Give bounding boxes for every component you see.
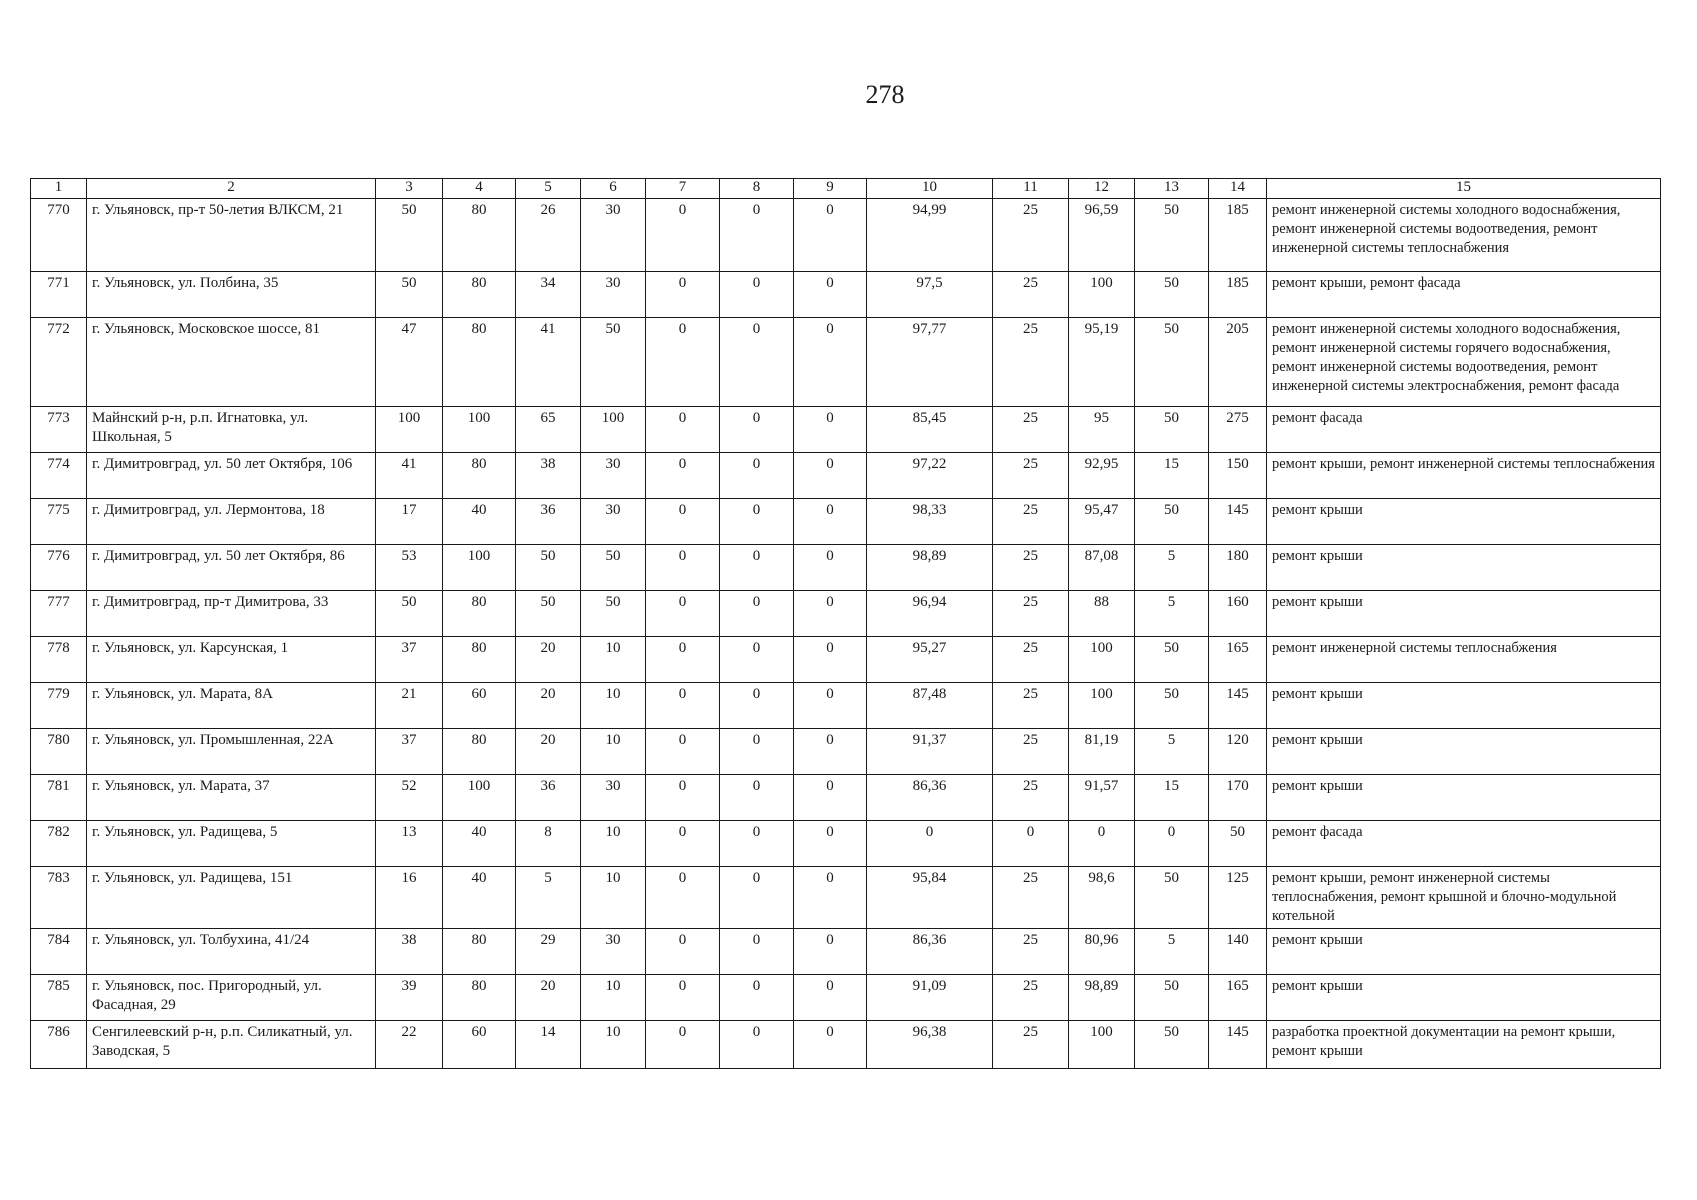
value-cell: 50 — [376, 199, 443, 272]
value-cell: 0 — [794, 975, 867, 1021]
value-cell: 100 — [443, 407, 516, 453]
value-cell: 86,36 — [867, 929, 993, 975]
value-cell: 36 — [516, 775, 581, 821]
works-cell: ремонт крыши — [1267, 545, 1661, 591]
row-number-cell: 783 — [31, 867, 87, 929]
value-cell: 37 — [376, 729, 443, 775]
value-cell: 95,84 — [867, 867, 993, 929]
value-cell: 120 — [1209, 729, 1267, 775]
column-header: 6 — [581, 179, 646, 199]
works-cell: ремонт крыши — [1267, 683, 1661, 729]
value-cell: 39 — [376, 975, 443, 1021]
value-cell: 80 — [443, 929, 516, 975]
value-cell: 0 — [646, 821, 720, 867]
value-cell: 38 — [376, 929, 443, 975]
value-cell: 100 — [1069, 1021, 1135, 1069]
works-cell: ремонт фасада — [1267, 821, 1661, 867]
column-header: 15 — [1267, 179, 1661, 199]
row-number-cell: 773 — [31, 407, 87, 453]
value-cell: 60 — [443, 683, 516, 729]
value-cell: 97,22 — [867, 453, 993, 499]
value-cell: 25 — [993, 199, 1069, 272]
address-cell: г. Ульяновск, ул. Марата, 8А — [87, 683, 376, 729]
value-cell: 20 — [516, 683, 581, 729]
value-cell: 0 — [794, 199, 867, 272]
value-cell: 65 — [516, 407, 581, 453]
value-cell: 0 — [993, 821, 1069, 867]
column-header: 5 — [516, 179, 581, 199]
value-cell: 38 — [516, 453, 581, 499]
value-cell: 0 — [720, 199, 794, 272]
value-cell: 96,94 — [867, 591, 993, 637]
value-cell: 50 — [1209, 821, 1267, 867]
row-number-cell: 782 — [31, 821, 87, 867]
works-cell: ремонт крыши — [1267, 591, 1661, 637]
header-row — [31, 179, 1661, 199]
value-cell: 50 — [376, 272, 443, 318]
row-number-cell: 776 — [31, 545, 87, 591]
value-cell: 20 — [516, 729, 581, 775]
table-row — [31, 683, 1661, 729]
value-cell: 0 — [720, 929, 794, 975]
works-cell: ремонт крыши — [1267, 729, 1661, 775]
works-cell: ремонт крыши, ремонт фасада — [1267, 272, 1661, 318]
value-cell: 25 — [993, 499, 1069, 545]
value-cell: 0 — [646, 975, 720, 1021]
value-cell: 52 — [376, 775, 443, 821]
row-number-cell: 785 — [31, 975, 87, 1021]
table-row — [31, 821, 1661, 867]
value-cell: 0 — [646, 867, 720, 929]
value-cell: 50 — [1135, 272, 1209, 318]
value-cell: 80 — [443, 975, 516, 1021]
value-cell: 25 — [993, 729, 1069, 775]
value-cell: 5 — [1135, 591, 1209, 637]
value-cell: 50 — [1135, 499, 1209, 545]
value-cell: 0 — [720, 272, 794, 318]
value-cell: 150 — [1209, 453, 1267, 499]
value-cell: 37 — [376, 637, 443, 683]
value-cell: 53 — [376, 545, 443, 591]
value-cell: 10 — [581, 729, 646, 775]
value-cell: 10 — [581, 867, 646, 929]
value-cell: 10 — [581, 637, 646, 683]
value-cell: 0 — [720, 975, 794, 1021]
value-cell: 41 — [376, 453, 443, 499]
value-cell: 0 — [720, 867, 794, 929]
value-cell: 95,47 — [1069, 499, 1135, 545]
value-cell: 0 — [794, 591, 867, 637]
column-header: 3 — [376, 179, 443, 199]
value-cell: 47 — [376, 318, 443, 407]
row-number-cell: 774 — [31, 453, 87, 499]
value-cell: 25 — [993, 318, 1069, 407]
row-number-cell: 777 — [31, 591, 87, 637]
value-cell: 25 — [993, 1021, 1069, 1069]
value-cell: 0 — [794, 407, 867, 453]
row-number-cell: 779 — [31, 683, 87, 729]
works-cell: ремонт крыши, ремонт инженерной системы теплоснабжения, ремонт крышной и блочно-модульной котельной — [1267, 867, 1661, 929]
value-cell: 30 — [581, 929, 646, 975]
value-cell: 91,09 — [867, 975, 993, 1021]
address-cell: г. Ульяновск, пос. Пригородный, ул. Фасадная, 29 — [87, 975, 376, 1021]
value-cell: 100 — [443, 545, 516, 591]
row-number-cell: 786 — [31, 1021, 87, 1069]
value-cell: 185 — [1209, 272, 1267, 318]
value-cell: 0 — [1135, 821, 1209, 867]
value-cell: 275 — [1209, 407, 1267, 453]
address-cell: г. Ульяновск, ул. Карсунская, 1 — [87, 637, 376, 683]
value-cell: 0 — [720, 318, 794, 407]
table-row — [31, 453, 1661, 499]
value-cell: 100 — [1069, 272, 1135, 318]
value-cell: 86,36 — [867, 775, 993, 821]
table-row — [31, 1021, 1661, 1069]
houses-table — [30, 178, 1661, 1069]
value-cell: 0 — [720, 591, 794, 637]
value-cell: 25 — [993, 775, 1069, 821]
value-cell: 80 — [443, 729, 516, 775]
value-cell: 205 — [1209, 318, 1267, 407]
value-cell: 60 — [443, 1021, 516, 1069]
value-cell: 25 — [993, 407, 1069, 453]
table-row — [31, 407, 1661, 453]
value-cell: 87,08 — [1069, 545, 1135, 591]
table-row — [31, 929, 1661, 975]
value-cell: 30 — [581, 199, 646, 272]
value-cell: 26 — [516, 199, 581, 272]
value-cell: 50 — [1135, 637, 1209, 683]
row-number-cell: 778 — [31, 637, 87, 683]
value-cell: 97,5 — [867, 272, 993, 318]
value-cell: 50 — [1135, 318, 1209, 407]
value-cell: 91,37 — [867, 729, 993, 775]
works-cell: ремонт инженерной системы холодного водоснабжения, ремонт инженерной системы водоотведения, ремонт инженерной системы теплоснабжения — [1267, 199, 1661, 272]
address-cell: г. Ульяновск, ул. Промышленная, 22А — [87, 729, 376, 775]
value-cell: 13 — [376, 821, 443, 867]
column-header: 14 — [1209, 179, 1267, 199]
value-cell: 10 — [581, 821, 646, 867]
value-cell: 50 — [1135, 867, 1209, 929]
address-cell: г. Ульяновск, ул. Полбина, 35 — [87, 272, 376, 318]
value-cell: 15 — [1135, 453, 1209, 499]
value-cell: 30 — [581, 453, 646, 499]
value-cell: 10 — [581, 975, 646, 1021]
value-cell: 10 — [581, 1021, 646, 1069]
value-cell: 25 — [993, 867, 1069, 929]
value-cell: 0 — [794, 318, 867, 407]
value-cell: 0 — [720, 637, 794, 683]
value-cell: 34 — [516, 272, 581, 318]
table-row — [31, 637, 1661, 683]
value-cell: 0 — [794, 637, 867, 683]
row-number-cell: 770 — [31, 199, 87, 272]
value-cell: 0 — [794, 499, 867, 545]
table-row — [31, 775, 1661, 821]
value-cell: 5 — [1135, 729, 1209, 775]
value-cell: 14 — [516, 1021, 581, 1069]
row-number-cell: 781 — [31, 775, 87, 821]
value-cell: 165 — [1209, 975, 1267, 1021]
value-cell: 80,96 — [1069, 929, 1135, 975]
value-cell: 125 — [1209, 867, 1267, 929]
column-header: 12 — [1069, 179, 1135, 199]
value-cell: 94,99 — [867, 199, 993, 272]
row-number-cell: 771 — [31, 272, 87, 318]
value-cell: 96,38 — [867, 1021, 993, 1069]
value-cell: 95,19 — [1069, 318, 1135, 407]
table-row — [31, 867, 1661, 929]
value-cell: 25 — [993, 929, 1069, 975]
value-cell: 0 — [646, 272, 720, 318]
works-cell: ремонт инженерной системы теплоснабжения — [1267, 637, 1661, 683]
value-cell: 87,48 — [867, 683, 993, 729]
value-cell: 0 — [720, 499, 794, 545]
value-cell: 50 — [376, 591, 443, 637]
value-cell: 40 — [443, 867, 516, 929]
value-cell: 25 — [993, 545, 1069, 591]
table-row — [31, 545, 1661, 591]
value-cell: 145 — [1209, 499, 1267, 545]
address-cell: г. Димитровград, ул. 50 лет Октября, 86 — [87, 545, 376, 591]
value-cell: 85,45 — [867, 407, 993, 453]
value-cell: 30 — [581, 272, 646, 318]
value-cell: 80 — [443, 199, 516, 272]
address-cell: г. Ульяновск, Московское шоссе, 81 — [87, 318, 376, 407]
works-cell: ремонт крыши — [1267, 499, 1661, 545]
value-cell: 100 — [1069, 637, 1135, 683]
value-cell: 0 — [794, 929, 867, 975]
works-cell: ремонт крыши — [1267, 975, 1661, 1021]
value-cell: 165 — [1209, 637, 1267, 683]
value-cell: 0 — [646, 1021, 720, 1069]
value-cell: 98,89 — [1069, 975, 1135, 1021]
page-number: 278 — [865, 80, 905, 109]
value-cell: 81,19 — [1069, 729, 1135, 775]
address-cell: г. Ульяновск, ул. Толбухина, 41/24 — [87, 929, 376, 975]
value-cell: 0 — [646, 499, 720, 545]
value-cell: 21 — [376, 683, 443, 729]
value-cell: 98,6 — [1069, 867, 1135, 929]
value-cell: 140 — [1209, 929, 1267, 975]
value-cell: 0 — [794, 272, 867, 318]
value-cell: 98,33 — [867, 499, 993, 545]
value-cell: 145 — [1209, 683, 1267, 729]
works-cell: разработка проектной документации на ремонт крыши, ремонт крыши — [1267, 1021, 1661, 1069]
value-cell: 96,59 — [1069, 199, 1135, 272]
value-cell: 25 — [993, 637, 1069, 683]
value-cell: 0 — [1069, 821, 1135, 867]
value-cell: 0 — [794, 867, 867, 929]
value-cell: 25 — [993, 975, 1069, 1021]
value-cell: 25 — [993, 453, 1069, 499]
value-cell: 0 — [646, 729, 720, 775]
row-number-cell: 784 — [31, 929, 87, 975]
value-cell: 0 — [646, 683, 720, 729]
value-cell: 8 — [516, 821, 581, 867]
value-cell: 22 — [376, 1021, 443, 1069]
value-cell: 17 — [376, 499, 443, 545]
value-cell: 50 — [516, 591, 581, 637]
value-cell: 170 — [1209, 775, 1267, 821]
address-cell: Майнский р-н, р.п. Игнатовка, ул. Школьная, 5 — [87, 407, 376, 453]
row-number-cell: 775 — [31, 499, 87, 545]
value-cell: 0 — [646, 637, 720, 683]
column-header: 2 — [87, 179, 376, 199]
value-cell: 0 — [720, 775, 794, 821]
value-cell: 40 — [443, 499, 516, 545]
value-cell: 0 — [646, 775, 720, 821]
table-row — [31, 318, 1661, 407]
address-cell: г. Димитровград, ул. Лермонтова, 18 — [87, 499, 376, 545]
value-cell: 80 — [443, 318, 516, 407]
value-cell: 5 — [1135, 929, 1209, 975]
value-cell: 50 — [1135, 683, 1209, 729]
value-cell: 80 — [443, 591, 516, 637]
value-cell: 0 — [646, 453, 720, 499]
value-cell: 50 — [1135, 407, 1209, 453]
value-cell: 92,95 — [1069, 453, 1135, 499]
value-cell: 0 — [646, 545, 720, 591]
address-cell: г. Ульяновск, пр-т 50-летия ВЛКСМ, 21 — [87, 199, 376, 272]
value-cell: 50 — [1135, 975, 1209, 1021]
value-cell: 0 — [646, 199, 720, 272]
value-cell: 98,89 — [867, 545, 993, 591]
value-cell: 97,77 — [867, 318, 993, 407]
value-cell: 20 — [516, 637, 581, 683]
address-cell: г. Ульяновск, ул. Марата, 37 — [87, 775, 376, 821]
table-row — [31, 199, 1661, 272]
value-cell: 29 — [516, 929, 581, 975]
value-cell: 100 — [443, 775, 516, 821]
value-cell: 0 — [794, 683, 867, 729]
value-cell: 0 — [720, 683, 794, 729]
value-cell: 100 — [1069, 683, 1135, 729]
value-cell: 0 — [646, 929, 720, 975]
value-cell: 0 — [646, 407, 720, 453]
works-cell: ремонт инженерной системы холодного водоснабжения, ремонт инженерной системы горячего водоснабжения, ремонт инженерной системы водоотведения, ремонт инженерной системы электроснабжения, ремонт фасада — [1267, 318, 1661, 407]
works-cell: ремонт крыши, ремонт инженерной системы теплоснабжения — [1267, 453, 1661, 499]
value-cell: 41 — [516, 318, 581, 407]
value-cell: 80 — [443, 637, 516, 683]
value-cell: 185 — [1209, 199, 1267, 272]
value-cell: 0 — [794, 821, 867, 867]
value-cell: 25 — [993, 591, 1069, 637]
value-cell: 0 — [720, 453, 794, 499]
value-cell: 5 — [516, 867, 581, 929]
address-cell: г. Димитровград, ул. 50 лет Октября, 106 — [87, 453, 376, 499]
value-cell: 0 — [794, 775, 867, 821]
works-cell: ремонт фасада — [1267, 407, 1661, 453]
address-cell: Сенгилеевский р-н, р.п. Силикатный, ул. Заводская, 5 — [87, 1021, 376, 1069]
column-header: 7 — [646, 179, 720, 199]
value-cell: 5 — [1135, 545, 1209, 591]
value-cell: 30 — [581, 499, 646, 545]
value-cell: 95 — [1069, 407, 1135, 453]
value-cell: 50 — [581, 318, 646, 407]
value-cell: 50 — [1135, 1021, 1209, 1069]
value-cell: 0 — [646, 318, 720, 407]
address-cell: г. Ульяновск, ул. Радищева, 151 — [87, 867, 376, 929]
value-cell: 25 — [993, 683, 1069, 729]
value-cell: 0 — [794, 545, 867, 591]
column-header: 4 — [443, 179, 516, 199]
value-cell: 95,27 — [867, 637, 993, 683]
row-number-cell: 780 — [31, 729, 87, 775]
value-cell: 30 — [581, 775, 646, 821]
column-header: 11 — [993, 179, 1069, 199]
works-cell: ремонт крыши — [1267, 775, 1661, 821]
value-cell: 16 — [376, 867, 443, 929]
table-row — [31, 729, 1661, 775]
value-cell: 0 — [867, 821, 993, 867]
value-cell: 0 — [794, 729, 867, 775]
table-row — [31, 272, 1661, 318]
value-cell: 36 — [516, 499, 581, 545]
value-cell: 91,57 — [1069, 775, 1135, 821]
column-header: 8 — [720, 179, 794, 199]
table-row — [31, 975, 1661, 1021]
value-cell: 100 — [581, 407, 646, 453]
value-cell: 145 — [1209, 1021, 1267, 1069]
value-cell: 15 — [1135, 775, 1209, 821]
table-row — [31, 591, 1661, 637]
value-cell: 50 — [1135, 199, 1209, 272]
value-cell: 180 — [1209, 545, 1267, 591]
value-cell: 0 — [720, 407, 794, 453]
value-cell: 80 — [443, 272, 516, 318]
value-cell: 50 — [581, 591, 646, 637]
value-cell: 50 — [516, 545, 581, 591]
value-cell: 40 — [443, 821, 516, 867]
table-row — [31, 499, 1661, 545]
value-cell: 0 — [720, 821, 794, 867]
value-cell: 25 — [993, 272, 1069, 318]
column-header: 1 — [31, 179, 87, 199]
value-cell: 20 — [516, 975, 581, 1021]
row-number-cell: 772 — [31, 318, 87, 407]
works-cell: ремонт крыши — [1267, 929, 1661, 975]
address-cell: г. Димитровград, пр-т Димитрова, 33 — [87, 591, 376, 637]
value-cell: 0 — [794, 1021, 867, 1069]
column-header: 9 — [794, 179, 867, 199]
value-cell: 50 — [581, 545, 646, 591]
value-cell: 160 — [1209, 591, 1267, 637]
value-cell: 80 — [443, 453, 516, 499]
address-cell: г. Ульяновск, ул. Радищева, 5 — [87, 821, 376, 867]
value-cell: 0 — [720, 729, 794, 775]
value-cell: 10 — [581, 683, 646, 729]
value-cell: 0 — [720, 1021, 794, 1069]
column-header: 13 — [1135, 179, 1209, 199]
value-cell: 0 — [646, 591, 720, 637]
value-cell: 88 — [1069, 591, 1135, 637]
value-cell: 0 — [720, 545, 794, 591]
column-header: 10 — [867, 179, 993, 199]
value-cell: 100 — [376, 407, 443, 453]
value-cell: 0 — [794, 453, 867, 499]
